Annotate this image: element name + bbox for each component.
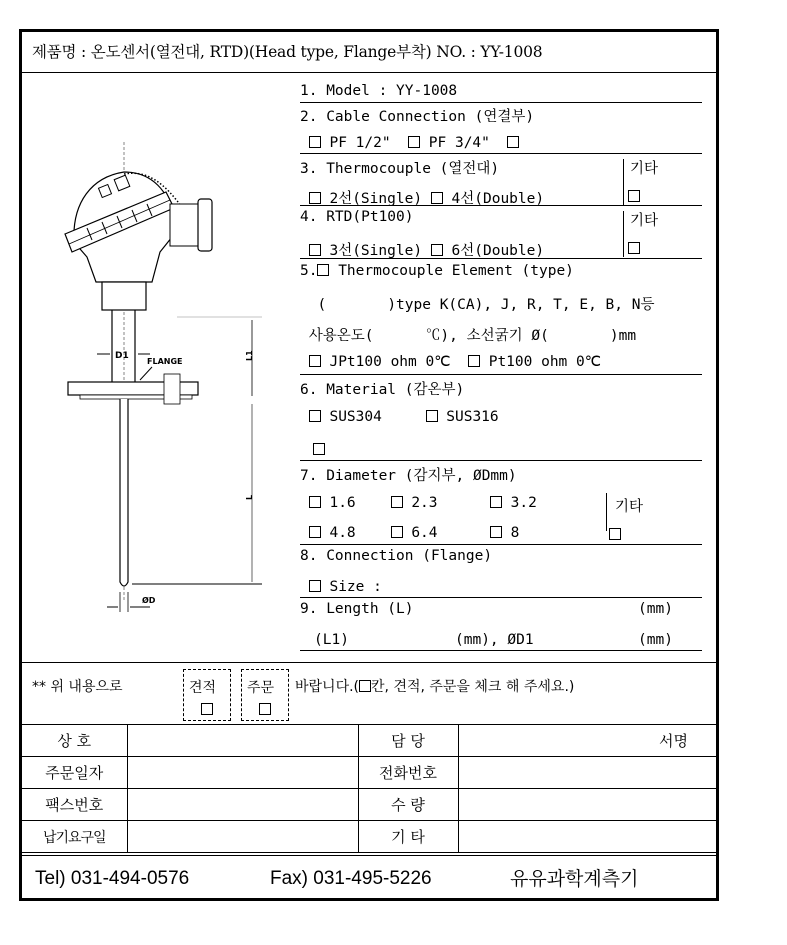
table-row	[22, 757, 716, 789]
option-label: PF 1/2"	[329, 135, 391, 151]
sheath-tube	[120, 399, 128, 586]
label-flange: FLANGE	[147, 357, 183, 366]
notice-prefix: ** 위 내용으로	[32, 679, 123, 695]
option-label: JPt100 ohm 0℃	[329, 354, 451, 370]
checkbox-other[interactable]	[313, 443, 325, 455]
length-unit-d1: (mm), ØD1	[455, 632, 534, 648]
checkbox-other[interactable]	[628, 190, 640, 202]
label-other: 기 타	[358, 821, 458, 853]
fax-field[interactable]	[127, 789, 358, 821]
footer-tel: Tel) 031-494-0576	[35, 868, 190, 889]
order-form	[19, 29, 719, 901]
option-label: SUS304	[329, 409, 382, 425]
checkbox-other[interactable]	[628, 242, 640, 254]
label-fax: 팩스번호	[22, 789, 127, 821]
spec-cable-heading: 2. Cable Connection (연결부)	[300, 109, 535, 125]
option-label: PF 3/4"	[428, 135, 490, 151]
option-label: Pt100 ohm 0℃	[488, 354, 602, 370]
checkbox[interactable]	[309, 580, 321, 592]
checkbox[interactable]	[490, 496, 502, 508]
checkbox-other[interactable]	[609, 528, 621, 540]
spec-connection-heading: 8. Connection (Flange)	[300, 548, 493, 564]
checkbox[interactable]	[391, 526, 403, 538]
checkbox[interactable]	[309, 355, 321, 367]
spec-cable-options	[300, 135, 702, 151]
option-label: 3선(Single)	[329, 243, 423, 259]
spec-rtd-options	[300, 239, 702, 260]
order-notice	[22, 662, 716, 725]
spec-element-temp: 사용온도( ℃), 소선굵기 Ø( )mm	[308, 328, 637, 344]
length-unit: (mm)	[638, 601, 673, 617]
label-d1: D1	[115, 351, 129, 361]
spec-element-heading: 5. Thermocouple Element (type)	[300, 263, 574, 279]
checkbox[interactable]	[391, 496, 403, 508]
checkbox[interactable]	[309, 526, 321, 538]
due-date-field[interactable]	[127, 821, 358, 853]
checkbox[interactable]	[309, 192, 321, 204]
option-label: 4선(Double)	[451, 191, 545, 207]
footer-company: 유유과학계측기	[510, 868, 639, 890]
label-manager: 담 당	[358, 725, 458, 757]
order-label: 주문	[247, 680, 275, 696]
spec-thermocouple-heading: 3. Thermocouple (열전대)	[300, 161, 500, 177]
label-due-date: 납기요구일	[22, 821, 127, 853]
quantity-field[interactable]	[458, 789, 716, 821]
quote-label: 견적	[189, 680, 217, 696]
checkbox[interactable]	[468, 355, 480, 367]
company-field[interactable]	[127, 725, 358, 757]
info-table	[22, 724, 716, 853]
length-l1: (L1)	[314, 632, 349, 648]
order-box[interactable]	[241, 669, 289, 721]
label-l1: L1	[245, 350, 254, 361]
spec-material-heading: 6. Material (감온부)	[300, 382, 465, 398]
label-od: ØD	[142, 596, 156, 605]
checkbox[interactable]	[317, 264, 329, 276]
signature-label: 서명	[659, 732, 688, 750]
manager-field[interactable]	[458, 725, 716, 757]
table-row	[22, 789, 716, 821]
checkbox-icon	[359, 680, 371, 692]
quote-checkbox[interactable]	[201, 703, 213, 715]
contact-footer	[22, 855, 716, 899]
order-checkbox[interactable]	[259, 703, 271, 715]
length-unit: (mm)	[638, 632, 673, 648]
label-company: 상 호	[22, 725, 127, 757]
checkbox[interactable]	[309, 244, 321, 256]
spec-diameter-row1: 1.6 2.3 3.2	[300, 495, 702, 511]
quote-box[interactable]	[183, 669, 231, 721]
spec-diameter-heading: 7. Diameter (감지부, ØDmm)	[300, 468, 517, 484]
table-row	[22, 725, 716, 757]
option-label: SUS316	[446, 409, 499, 425]
cable-port	[170, 204, 198, 246]
head-neck	[102, 282, 146, 310]
label-order-date: 주문일자	[22, 757, 127, 789]
spec-material-options	[300, 409, 702, 425]
footer-fax: Fax) 031-495-5226	[270, 868, 432, 889]
label-quantity: 수 량	[358, 789, 458, 821]
checkbox-other[interactable]	[507, 136, 519, 148]
checkbox[interactable]	[490, 526, 502, 538]
checkbox[interactable]	[431, 192, 443, 204]
checkbox[interactable]	[426, 410, 438, 422]
label-l: L	[245, 494, 254, 500]
table-row	[22, 821, 716, 853]
spec-diameter-row2: 4.8 6.4 8	[300, 525, 702, 541]
option-label: 2선(Single)	[329, 191, 423, 207]
checkbox[interactable]	[309, 136, 321, 148]
checkbox[interactable]	[309, 410, 321, 422]
option-label: 6선(Double)	[451, 243, 545, 259]
spec-model: 1. Model : YY-1008	[300, 83, 458, 99]
phone-field[interactable]	[458, 757, 716, 789]
other-label: 기타	[630, 213, 659, 229]
order-date-field[interactable]	[127, 757, 358, 789]
other-label: 기타	[630, 161, 659, 177]
notice-suffix: 바랍니다.( 칸, 견적, 주문을 체크 해 주세요.)	[295, 679, 575, 695]
spec-element-type: ( )type K(CA), J, R, T, E, B, N등	[317, 297, 655, 313]
spec-rtd-heading: 4. RTD(Pt100)	[300, 209, 414, 225]
sensor-drawing	[52, 142, 282, 632]
other-field[interactable]	[458, 821, 716, 853]
spec-element-options	[300, 354, 702, 370]
page-title: 제품명 : 온도센서(열전대, RTD)(Head type, Flange부착) NO. : YY-1008	[22, 32, 716, 73]
checkbox[interactable]	[408, 136, 420, 148]
label-phone: 전화번호	[358, 757, 458, 789]
checkbox[interactable]	[309, 496, 321, 508]
spec-connection-size: Size :	[300, 579, 702, 595]
spec-length-heading: 9. Length (L)	[300, 601, 414, 617]
other-label: 기타	[615, 499, 644, 515]
checkbox[interactable]	[431, 244, 443, 256]
